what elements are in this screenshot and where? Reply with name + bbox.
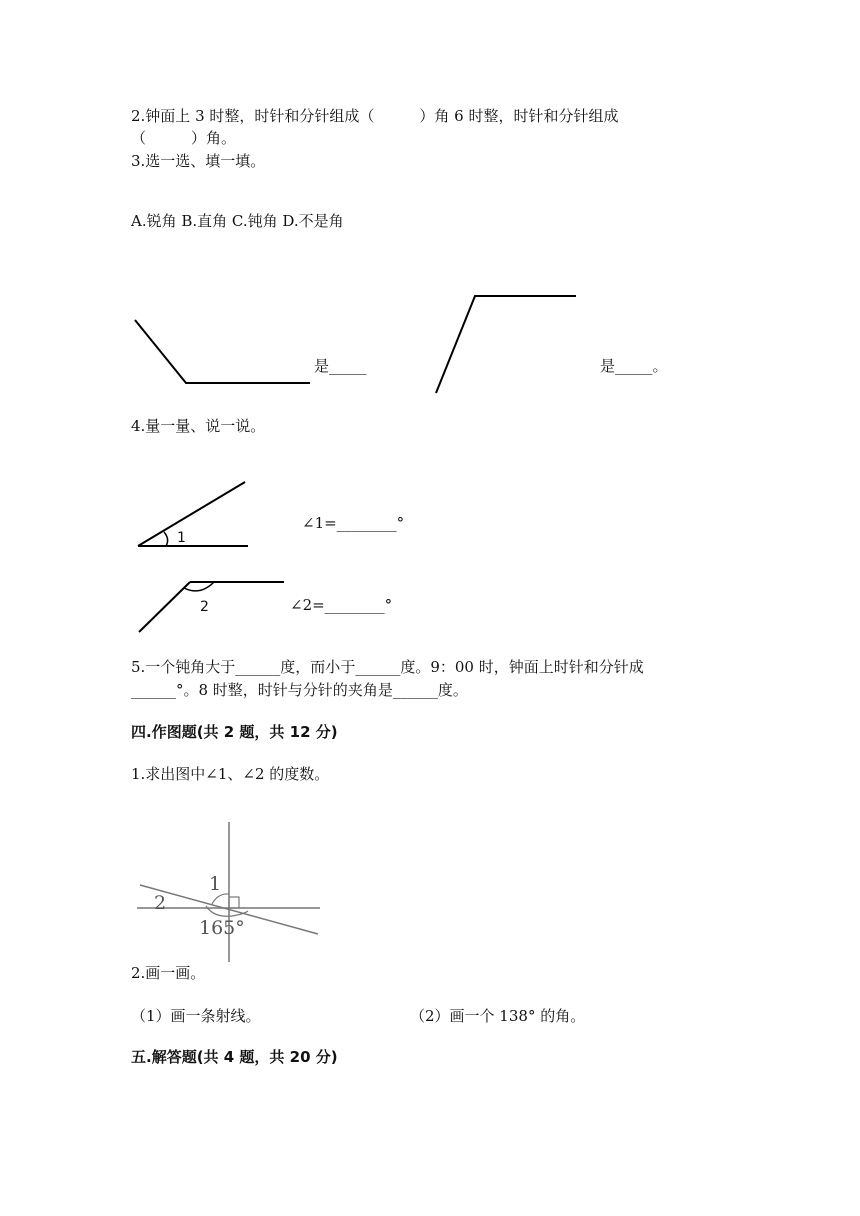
section-4-question-1: 1.求出图中∠1、∠2 的度数。 <box>131 765 330 783</box>
section-5-heading: 五.解答题(共 4 题，共 20 分) <box>131 1048 338 1066</box>
question-5-line-2: ______°。8 时整，时针与分针的夹角是______度。 <box>131 681 468 699</box>
q4-angle2-label: 2 <box>200 599 209 615</box>
question-5-line-1: 5.一个钝角大于______度，而小于______度。9：00 时，钟面上时针和分针成 <box>131 658 644 676</box>
section-4-q2-part-1: （1）画一条射线。 <box>131 1007 261 1025</box>
q4-angle2-ray <box>139 582 190 632</box>
question-3-options: A.锐角 B.直角 C.钝角 D.不是角 <box>131 212 344 230</box>
s4-right-angle-marker <box>229 897 239 908</box>
s4-figure-label-1: 1 <box>209 873 222 895</box>
section-4-heading: 四.作图题(共 2 题，共 12 分) <box>131 723 338 741</box>
q3-obtuse-angle-figure <box>135 320 310 383</box>
q4-angle1-answer-blank[interactable]: ∠1=________° <box>302 514 405 532</box>
q3-answer-blank-1[interactable]: 是_____ <box>314 357 367 375</box>
s4-angle1-arc <box>212 894 229 904</box>
question-3-title: 3.选一选、填一填。 <box>131 152 266 170</box>
section-4-q2-part-2: （2）画一个 138° 的角。 <box>410 1007 586 1025</box>
section-4-question-2: 2.画一画。 <box>131 964 206 982</box>
q3-second-angle-figure <box>436 296 576 393</box>
s4-figure-angle-165: 165° <box>199 917 245 939</box>
question-4-title: 4.量一量、说一说。 <box>131 417 266 435</box>
question-2-line-2: （ ）角。 <box>131 129 237 147</box>
q3-answer-blank-2[interactable]: 是_____。 <box>600 357 668 375</box>
q4-angle1-arc <box>164 532 168 546</box>
q4-angle1-ray <box>138 482 245 546</box>
q4-angle2-answer-blank[interactable]: ∠2=________° <box>290 596 393 614</box>
question-2-line-1: 2.钟面上 3 时整，时针和分针组成（ ）角 6 时整，时针和分针组成 <box>131 107 619 125</box>
q4-angle1-label: 1 <box>177 530 186 546</box>
s4-figure-label-2: 2 <box>154 892 167 914</box>
